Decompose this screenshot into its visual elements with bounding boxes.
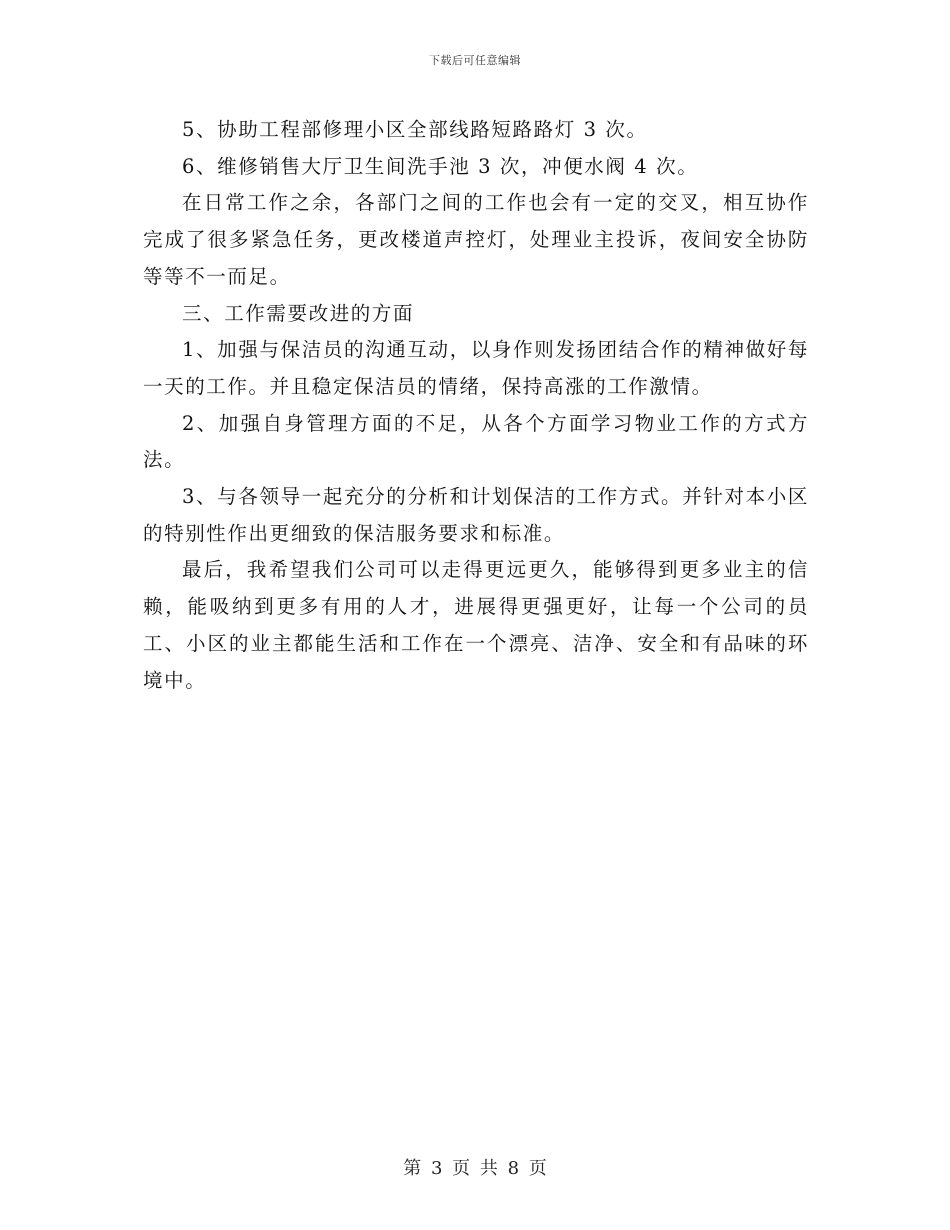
paragraph-item-5: 5、协助工程部修理小区全部线路短路路灯 3 次。 (182, 118, 648, 141)
paragraph-daily-work: 在日常工作之余，各部门之间的工作也会有一定的交叉，相互协作完成了很多紧急任务，更改楼道声控灯，处理业主投诉，夜间安全协防等等不一而足。 (143, 191, 809, 288)
paragraph-improvement-1: 1、加强与保洁员的沟通互动，以身作则发扬团结合作的精神做好每一天的工作。并且稳定保洁员的情绪，保持高涨的工作激情。 (143, 338, 809, 398)
paragraph-improvement-3: 3、与各领导一起充分的分析和计划保洁的工作方式。并针对本小区的特别性作出更细致的保洁服务要求和标准。 (143, 485, 809, 545)
section-heading-improvements: 三、工作需要改进的方面 (182, 301, 415, 325)
paragraph-item-6: 6、维修销售大厅卫生间洗手池 3 次，冲便水阀 4 次。 (182, 154, 699, 178)
page-number-footer: 第 3 页 共 8 页 (403, 1158, 547, 1179)
paragraph-improvement-2: 2、加强自身管理方面的不足，从各个方面学习物业工作的方式方法。 (143, 411, 809, 472)
page-header: 下载后可任意编辑 (429, 54, 521, 67)
document-body (143, 112, 809, 699)
paragraph-conclusion: 最后，我希望我们公司可以走得更远更久，能够得到更多业主的信赖，能吸纳到更多有用的人才，进展得更强更好，让每一个公司的员工、小区的业主都能生活和工作在一个漂亮、洁净、安全和有品味的环境中。 (143, 558, 809, 692)
